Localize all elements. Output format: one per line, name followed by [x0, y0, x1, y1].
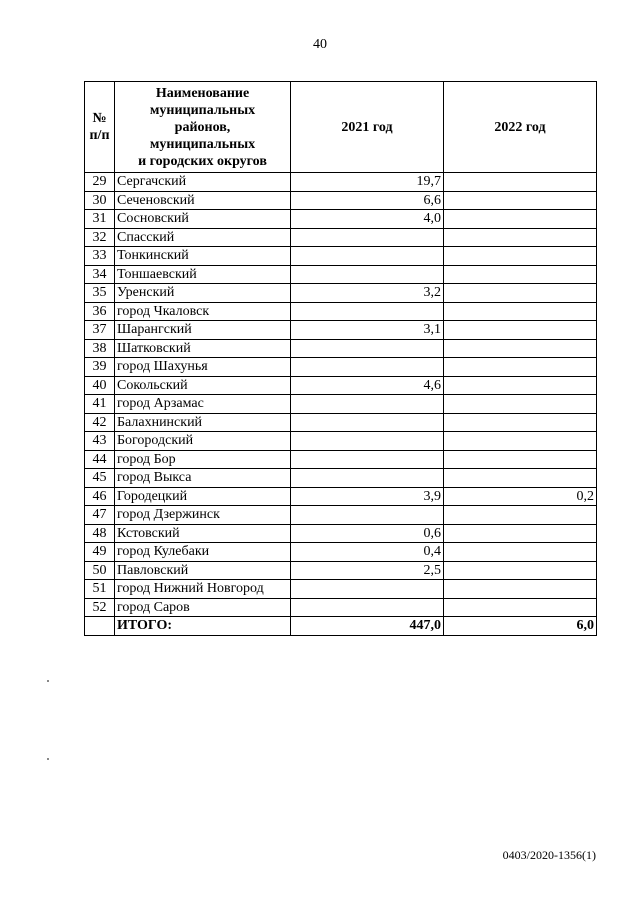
table-row: [85, 432, 597, 451]
row-number: 32: [85, 228, 115, 247]
row-value-2022: [444, 561, 597, 580]
row-name: город Кулебаки: [115, 543, 291, 562]
row-value-2021: [291, 432, 444, 451]
row-name: Тоншаевский: [115, 265, 291, 284]
row-number: 33: [85, 247, 115, 266]
header-name-line: муниципальных: [149, 136, 256, 152]
header-2021: 2021 год: [291, 82, 444, 173]
row-value-2022: [444, 469, 597, 488]
header-name-line: районов,: [174, 119, 231, 135]
row-name: Сосновский: [115, 210, 291, 229]
row-number: 29: [85, 173, 115, 192]
row-name: Сокольский: [115, 376, 291, 395]
row-number: 51: [85, 580, 115, 599]
table-row: [85, 302, 597, 321]
row-name: город Саров: [115, 598, 291, 617]
row-name: Кстовский: [115, 524, 291, 543]
row-value-2021: 3,9: [291, 487, 444, 506]
row-name: город Арзамас: [115, 395, 291, 414]
row-value-2021: 3,1: [291, 321, 444, 340]
row-value-2021: 2,5: [291, 561, 444, 580]
header-name-line: и городских округов: [138, 153, 267, 169]
total-2021: 447,0: [291, 617, 444, 636]
total-label: ИТОГО:: [115, 617, 291, 636]
row-value-2021: 4,0: [291, 210, 444, 229]
total-2022: 6,0: [444, 617, 597, 636]
scan-artifact: [47, 758, 49, 760]
row-value-2022: [444, 210, 597, 229]
header-row: [85, 82, 597, 173]
row-value-2021: 3,2: [291, 284, 444, 303]
row-name: Богородский: [115, 432, 291, 451]
row-value-2022: [444, 228, 597, 247]
row-number: 43: [85, 432, 115, 451]
row-number: 40: [85, 376, 115, 395]
row-name: город Выкса: [115, 469, 291, 488]
table-row: [85, 321, 597, 340]
row-name: город Нижний Новгород: [115, 580, 291, 599]
row-value-2021: [291, 358, 444, 377]
total-num-cell: [85, 617, 115, 636]
row-number: 42: [85, 413, 115, 432]
row-name: город Бор: [115, 450, 291, 469]
table-row: [85, 358, 597, 377]
row-value-2022: 0,2: [444, 487, 597, 506]
row-value-2021: [291, 506, 444, 525]
row-name: город Дзержинск: [115, 506, 291, 525]
row-value-2022: [444, 265, 597, 284]
row-value-2021: [291, 469, 444, 488]
table-row: [85, 191, 597, 210]
row-value-2022: [444, 358, 597, 377]
row-number: 41: [85, 395, 115, 414]
row-number: 50: [85, 561, 115, 580]
table-row: [85, 543, 597, 562]
row-value-2022: [444, 321, 597, 340]
table-row: [85, 265, 597, 284]
row-value-2022: [444, 450, 597, 469]
row-value-2021: [291, 302, 444, 321]
row-value-2021: [291, 413, 444, 432]
row-number: 45: [85, 469, 115, 488]
table-row: [85, 210, 597, 229]
row-value-2021: [291, 580, 444, 599]
row-name: Балахнинский: [115, 413, 291, 432]
row-number: 48: [85, 524, 115, 543]
table-row: [85, 561, 597, 580]
row-number: 38: [85, 339, 115, 358]
table-row: [85, 598, 597, 617]
row-value-2021: [291, 339, 444, 358]
row-value-2021: [291, 598, 444, 617]
row-value-2022: [444, 247, 597, 266]
row-value-2022: [444, 395, 597, 414]
table-row: [85, 228, 597, 247]
table-row: [85, 524, 597, 543]
row-value-2022: [444, 598, 597, 617]
table-row: [85, 487, 597, 506]
row-value-2022: [444, 376, 597, 395]
row-name: Тонкинский: [115, 247, 291, 266]
row-value-2022: [444, 413, 597, 432]
row-name: Шарангский: [115, 321, 291, 340]
header-name: [115, 82, 291, 173]
row-number: 52: [85, 598, 115, 617]
row-value-2021: 0,6: [291, 524, 444, 543]
row-value-2021: [291, 247, 444, 266]
data-table: [84, 81, 597, 636]
row-number: 34: [85, 265, 115, 284]
row-name: Шатковский: [115, 339, 291, 358]
row-number: 44: [85, 450, 115, 469]
table-row: [85, 376, 597, 395]
row-value-2021: [291, 395, 444, 414]
row-value-2022: [444, 191, 597, 210]
row-number: 47: [85, 506, 115, 525]
table-row: [85, 580, 597, 599]
row-value-2022: [444, 173, 597, 192]
row-number: 30: [85, 191, 115, 210]
header-name-line: муниципальных: [149, 102, 256, 118]
row-name: Городецкий: [115, 487, 291, 506]
row-value-2022: [444, 284, 597, 303]
page-number: 40: [313, 37, 327, 52]
table-row: [85, 469, 597, 488]
table-row: [85, 450, 597, 469]
row-value-2022: [444, 432, 597, 451]
row-value-2021: 6,6: [291, 191, 444, 210]
header-2022: 2022 год: [444, 82, 597, 173]
table-body: [85, 173, 597, 617]
row-name: город Чкаловск: [115, 302, 291, 321]
table-row: [85, 413, 597, 432]
row-name: Уренский: [115, 284, 291, 303]
row-value-2021: 4,6: [291, 376, 444, 395]
header-name-line: Наименование: [155, 85, 250, 101]
row-number: 49: [85, 543, 115, 562]
row-name: Спасский: [115, 228, 291, 247]
row-name: Сергачский: [115, 173, 291, 192]
total-row: [85, 617, 597, 636]
row-number: 35: [85, 284, 115, 303]
table-row: [85, 339, 597, 358]
scan-artifact: [47, 680, 49, 682]
row-value-2021: 0,4: [291, 543, 444, 562]
table-row: [85, 247, 597, 266]
row-value-2022: [444, 302, 597, 321]
row-value-2022: [444, 543, 597, 562]
table-row: [85, 284, 597, 303]
row-number: 31: [85, 210, 115, 229]
row-number: 39: [85, 358, 115, 377]
document-code: 0403/2020-1356(1): [502, 848, 596, 862]
table-row: [85, 173, 597, 192]
row-number: 36: [85, 302, 115, 321]
table-row: [85, 506, 597, 525]
row-value-2021: [291, 450, 444, 469]
table-row: [85, 395, 597, 414]
row-value-2021: [291, 265, 444, 284]
row-number: 37: [85, 321, 115, 340]
row-value-2022: [444, 580, 597, 599]
row-value-2022: [444, 524, 597, 543]
row-value-2021: [291, 228, 444, 247]
header-num: № п/п: [85, 82, 115, 173]
row-value-2022: [444, 339, 597, 358]
row-name: город Шахунья: [115, 358, 291, 377]
row-value-2021: 19,7: [291, 173, 444, 192]
row-number: 46: [85, 487, 115, 506]
row-name: Павловский: [115, 561, 291, 580]
row-value-2022: [444, 506, 597, 525]
row-name: Сеченовский: [115, 191, 291, 210]
